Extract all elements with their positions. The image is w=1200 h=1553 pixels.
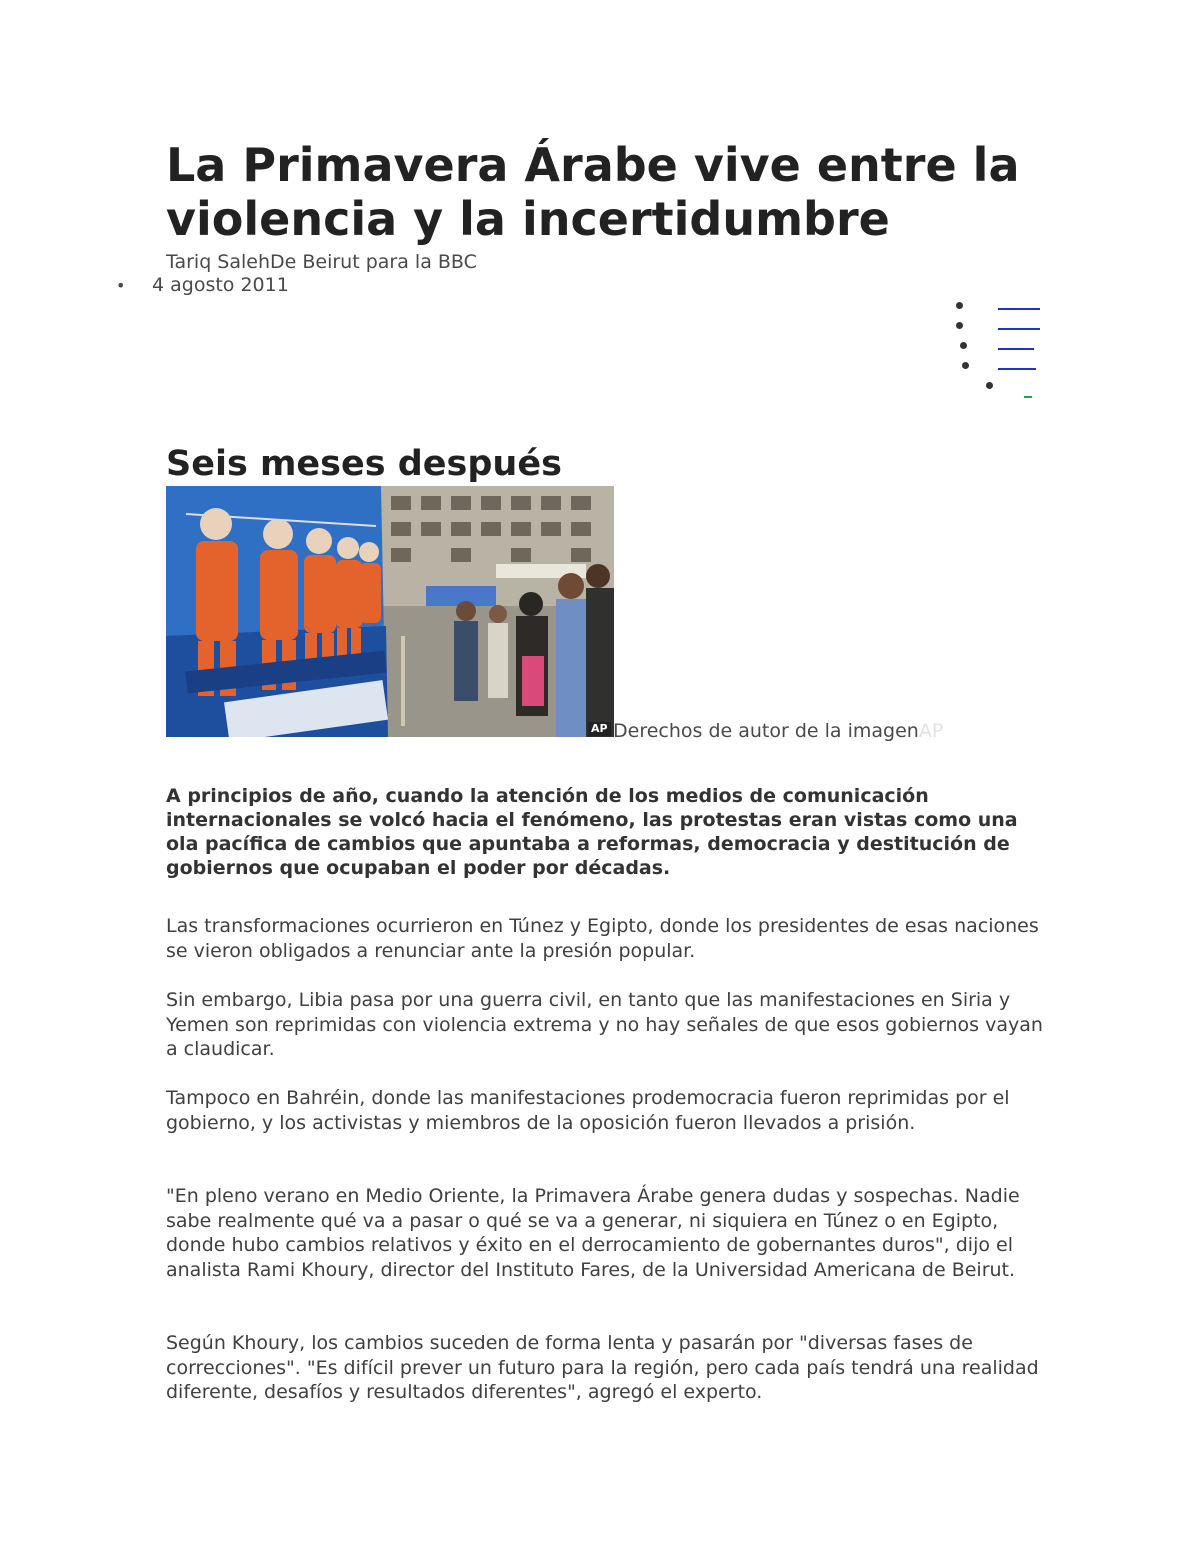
- share-links-list: [950, 298, 1050, 408]
- page-title: La Primavera Árabe vive entre la violencia y la incertidumbre: [166, 138, 1020, 246]
- publish-date: 4 agosto 2011: [152, 274, 289, 296]
- share-link-icon[interactable]: [998, 348, 1034, 350]
- caption-text: Derechos de autor de la imagen: [613, 720, 919, 742]
- date-row: [116, 274, 289, 297]
- share-link-icon[interactable]: [1024, 396, 1032, 398]
- share-link-icon[interactable]: [998, 328, 1040, 330]
- share-link-icon[interactable]: [998, 368, 1036, 370]
- bullet-icon: [962, 362, 969, 369]
- image-credit: AP: [918, 720, 944, 742]
- body-paragraph: Las transformaciones ocurrieron en Túnez y Egipto, donde los presidentes de esas naciones se vieron obligados a renunciar ante la presión popular.: [166, 915, 1039, 962]
- bullet-icon: •: [116, 276, 126, 295]
- body-paragraph: Sin embargo, Libia pasa por una guerra civil, en tanto que las manifestaciones en Siria y Yemen son reprimidas con violencia extrema y no hay señales de que esos gobiernos vayan a claudicar.: [166, 989, 1043, 1060]
- bullet-icon: [986, 382, 993, 389]
- bullet-icon: [956, 302, 963, 309]
- body-paragraph: Según Khoury, los cambios suceden de forma lenta y pasarán por "diversas fases de correcciones". "Es difícil prever un futuro para la región, pero cada país tendrá una realidad diferente, desafíos y resultados diferentes", agregó el experto.: [166, 1332, 1039, 1403]
- image-caption: [613, 720, 943, 742]
- protest-photo-illustration: [166, 486, 614, 737]
- body-paragraph: Tampoco en Bahréin, donde las manifestaciones prodemocracia fueron reprimidas por el gobierno, y los activistas y miembros de la oposición fueron llevados a prisión.: [166, 1087, 1010, 1134]
- article-photo: [166, 486, 614, 737]
- ap-badge: AP: [588, 722, 611, 736]
- bullet-icon: [960, 342, 967, 349]
- section-heading: Seis meses después: [166, 444, 562, 484]
- byline: Tariq SalehDe Beirut para la BBC: [166, 251, 477, 273]
- share-link-icon[interactable]: [998, 308, 1040, 310]
- body-paragraph: "En pleno verano en Medio Oriente, la Primavera Árabe genera dudas y sospechas. Nadie sabe realmente qué va a pasar o qué se va a generar, ni siquiera en Túnez o en Egipto, donde hubo cambios relativos y éxito en el derrocamiento de gobernantes duros", dijo el analista Rami Khoury, director del Instituto Fares, de la Universidad Americana de Beirut.: [166, 1185, 1020, 1281]
- bullet-icon: [956, 322, 963, 329]
- lead-paragraph: A principios de año, cuando la atención de los medios de comunicación internacionales se volcó hacia el fenómeno, las protestas eran vistas como una ola pacífica de cambios que apuntaba a reformas, democracia y destitución de gobiernos que ocupaban el poder por décadas.: [166, 785, 1018, 879]
